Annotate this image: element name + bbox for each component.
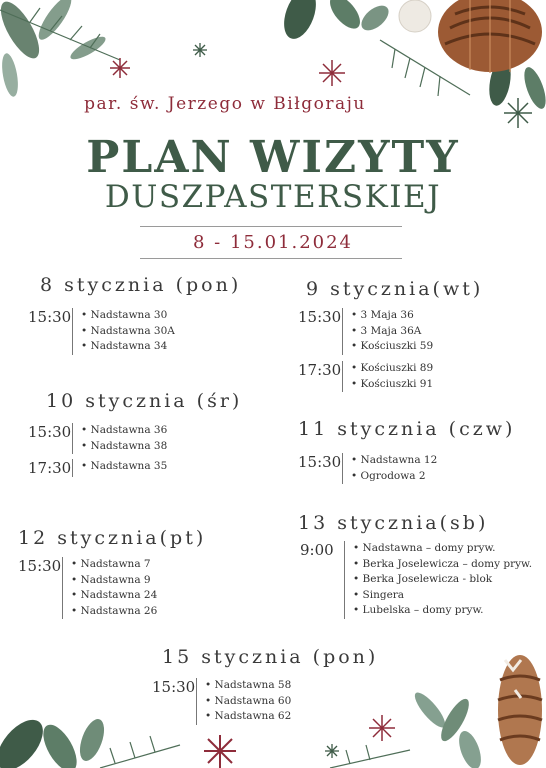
address-item: • Kościuszki 89: [351, 361, 433, 377]
visit-slot: [28, 423, 167, 454]
day-heading: 11 stycznia (czw): [298, 418, 516, 440]
visit-slot: [300, 541, 532, 619]
visit-slot: [152, 678, 291, 725]
page-subtitle: DUSZPASTERSKIEJ: [104, 179, 442, 215]
address-item: • Nadstawna 9: [71, 573, 157, 589]
address-item: • Nadstawna 30: [81, 308, 175, 324]
address-item: • Nadstawna 24: [71, 588, 157, 604]
address-list: [344, 541, 532, 619]
address-item: • 3 Maja 36A: [351, 324, 433, 340]
snowflake-icon: [193, 43, 207, 57]
day-heading: 10 stycznia (śr): [46, 390, 243, 412]
address-item: • Berka Joselewicza - blok: [353, 572, 532, 588]
address-list: [62, 557, 157, 619]
address-item: • Nadstawna 62: [205, 709, 291, 725]
snowflake-icon: [110, 58, 130, 78]
visit-time: 15:30: [28, 423, 72, 441]
address-item: • Nadstawna 60: [205, 694, 291, 710]
visit-time: 15:30: [298, 308, 342, 326]
address-item: • Nadstawna 26: [71, 604, 157, 620]
visit-time: 15:30: [18, 557, 62, 575]
pine-cone-icon: [438, 0, 542, 73]
address-list: [72, 459, 167, 477]
page-title: PLAN WIZYTY: [86, 132, 460, 183]
pine-cone-icon: [498, 655, 542, 765]
date-range: 8 - 15.01.2024: [192, 232, 354, 253]
address-list: [196, 678, 291, 725]
snowflake-icon: [504, 98, 532, 128]
visit-slot: [28, 308, 175, 355]
address-item: • Ogrodowa 2: [351, 469, 437, 485]
day-heading: 12 stycznia(pt): [18, 527, 207, 549]
visit-time: 15:30: [152, 678, 196, 696]
visit-time: 17:30: [28, 459, 72, 477]
address-item: • Nadstawna 12: [351, 453, 437, 469]
day-heading: 15 stycznia (pon): [162, 646, 379, 668]
visit-time: 15:30: [28, 308, 72, 326]
address-item: • Nadstawna 35: [81, 459, 167, 475]
address-item: • Lubelska – domy pryw.: [353, 603, 532, 619]
address-item: • Kościuszki 91: [351, 377, 433, 393]
visit-slot: [298, 453, 437, 484]
address-item: • Nadstawna – domy pryw.: [353, 541, 532, 557]
snowflake-icon: [319, 60, 345, 86]
visit-slot: [18, 557, 157, 619]
address-item: • Nadstawna 34: [81, 339, 175, 355]
address-item: • Singera: [353, 588, 532, 604]
address-item: • Berka Joselewicza – domy pryw.: [353, 557, 532, 573]
snowflake-icon: [325, 744, 339, 758]
snowflake-icon: [369, 715, 395, 741]
address-item: • Nadstawna 58: [205, 678, 291, 694]
day-heading: 8 stycznia (pon): [40, 274, 242, 296]
visit-slot: [28, 459, 167, 477]
divider-top: [140, 226, 402, 227]
visit-time: 17:30: [298, 361, 342, 379]
address-item: • Kościuszki 59: [351, 339, 433, 355]
day-heading: 9 stycznia(wt): [306, 278, 484, 300]
address-item: • Nadstawna 38: [81, 439, 167, 455]
parish-name: par. św. Jerzego w Biłgoraju: [84, 94, 366, 114]
address-list: [72, 423, 167, 454]
address-list: [342, 453, 437, 484]
visit-slot: [298, 308, 433, 355]
address-list: [342, 361, 433, 392]
address-item: • Nadstawna 30A: [81, 324, 175, 340]
divider-bottom: [140, 258, 402, 259]
day-heading: 13 stycznia(sb): [298, 512, 489, 534]
visit-slot: [298, 361, 433, 392]
address-list: [72, 308, 175, 355]
address-list: [342, 308, 433, 355]
address-item: • Nadstawna 7: [71, 557, 157, 573]
visit-time: 9:00: [300, 541, 334, 559]
pine-branch-icon: [100, 736, 410, 768]
address-item: • Nadstawna 36: [81, 423, 167, 439]
visit-time: 15:30: [298, 453, 342, 471]
address-item: • 3 Maja 36: [351, 308, 433, 324]
snowflake-icon: [204, 735, 236, 768]
